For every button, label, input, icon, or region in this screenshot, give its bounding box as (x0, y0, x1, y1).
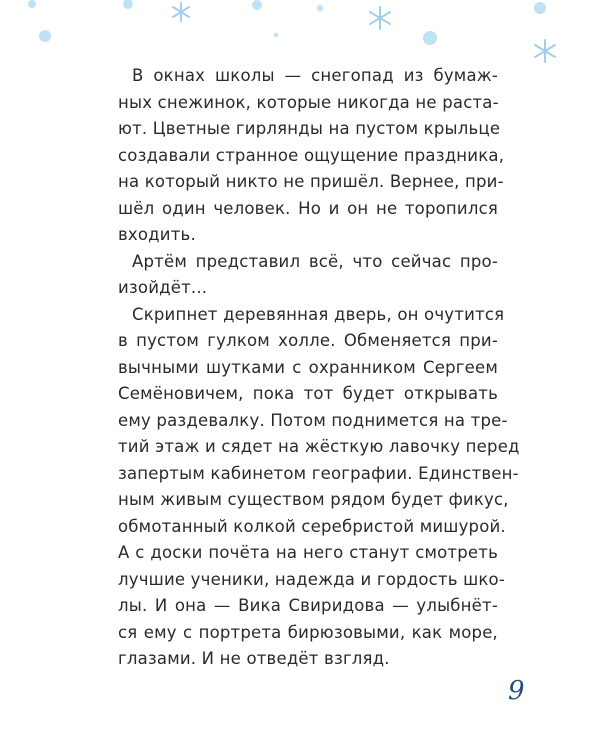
story-text (118, 63, 520, 673)
snow-dot-icon (28, 0, 36, 8)
text-line: обмотанный колкой серебристой мишурой. (118, 516, 506, 536)
text-line: вычными шутками с охранником Сергеем (118, 357, 498, 377)
snow-dot-icon (252, 0, 262, 10)
snow-dot-icon (123, 0, 133, 9)
text-line: шёл один человек. Но и он не торопился (118, 198, 498, 218)
text-line: изойдёт... (118, 278, 208, 297)
text-line: создавали странное ощущение праздника, (118, 145, 505, 165)
snowflake-icon (535, 40, 555, 62)
text-line: ся ему с портрета бирюзовыми, как море, (118, 622, 498, 642)
snow-dot-icon (39, 30, 51, 42)
text-line: В окнах школы — снегопад из бумаж- (132, 66, 498, 85)
text-line: Семёновичем, пока тот будет открывать (118, 384, 498, 403)
snow-dot-icon (274, 33, 278, 37)
text-line: ют. Цветные гирлянды на пустом крыльце (118, 119, 501, 138)
text-line: А с доски почёта на него станут смотреть (118, 543, 498, 562)
text-line: ему раздевалку. Потом поднимется на тре- (118, 410, 508, 430)
text-line: запертым кабинетом географии. Единствен- (118, 463, 519, 483)
snow-dot-icon (534, 2, 546, 14)
text-line: тий этаж и сядет на жёсткую лавочку перед (118, 437, 520, 456)
text-line: в пустом гулком холле. Обменяется при- (118, 331, 498, 350)
page-number: 9 (508, 676, 525, 706)
snowflake-decoration (0, 0, 600, 70)
text-line: лы. И она — Вика Свиридова — улыбнёт- (118, 596, 498, 615)
text-line: входить. (118, 225, 196, 244)
text-line: Скрипнет деревянная дверь, он очутится (132, 304, 505, 324)
text-line: лучшие ученики, надежда и гордость шко- (118, 569, 505, 589)
text-line: глазами. И не отведёт взгляд. (118, 649, 390, 668)
text-line: ных снежинок, которые никогда не раста- (118, 92, 499, 112)
text-line: на который никто не пришёл. Вернее, при- (118, 172, 504, 191)
snowflake-icon (370, 7, 390, 29)
text-line: ным живым существом рядом будет фикус, (118, 490, 509, 509)
text-line: Артём представил всё, что сейчас про- (132, 251, 498, 271)
snow-dot-icon (317, 5, 323, 11)
snow-dot-icon (423, 31, 437, 45)
snowflake-icon (173, 3, 189, 21)
